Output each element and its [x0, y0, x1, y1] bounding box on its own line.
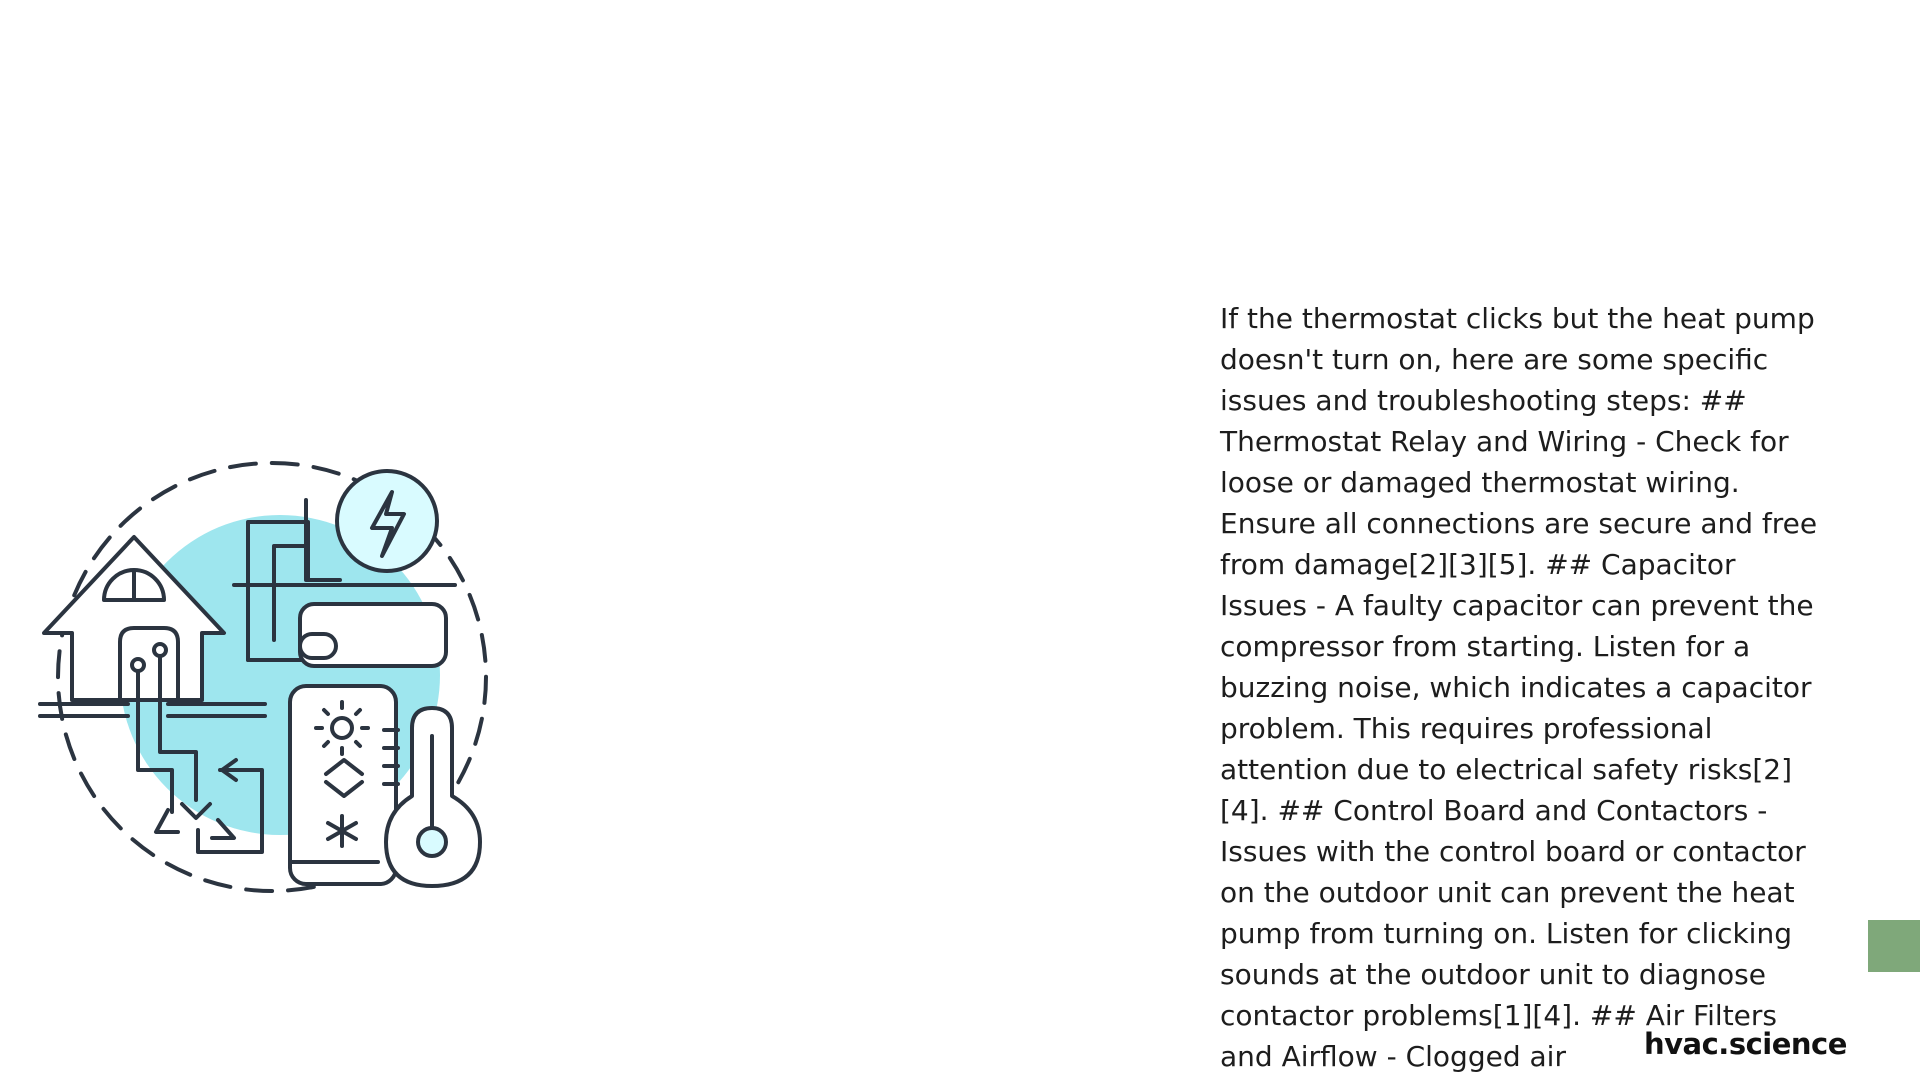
heat-pump-illustration — [28, 455, 500, 900]
accent-block — [1868, 920, 1920, 972]
body-text: If the thermostat clicks but the heat pump doesn't turn on, here are some specific issues and troubleshooting steps: ## Thermostat Relay and Wiring - Check for loose or damaged thermostat wiring. Ensure all connections are secure and free from damage[2][3][5]. ## Capacitor Issues - A faulty capacitor can prevent the compressor from starting. Listen for a buzzing noise, which indicates a capacitor problem. This requires professional attention due to electrical safety risks[2][4]. ## Control Board and Contactors - Issues with the control board or contactor on the outdoor unit can prevent the heat pump from turning on. Listen for clicking sounds at the outdoor unit to diagnose contactor problems[1][4]. ## Air Filters and Airflow - Clogged air — [1220, 302, 1818, 1073]
lightning-bolt-icon — [337, 471, 437, 571]
thermostat-control-icon — [290, 686, 398, 884]
watermark: hvac.science — [1644, 1027, 1847, 1061]
